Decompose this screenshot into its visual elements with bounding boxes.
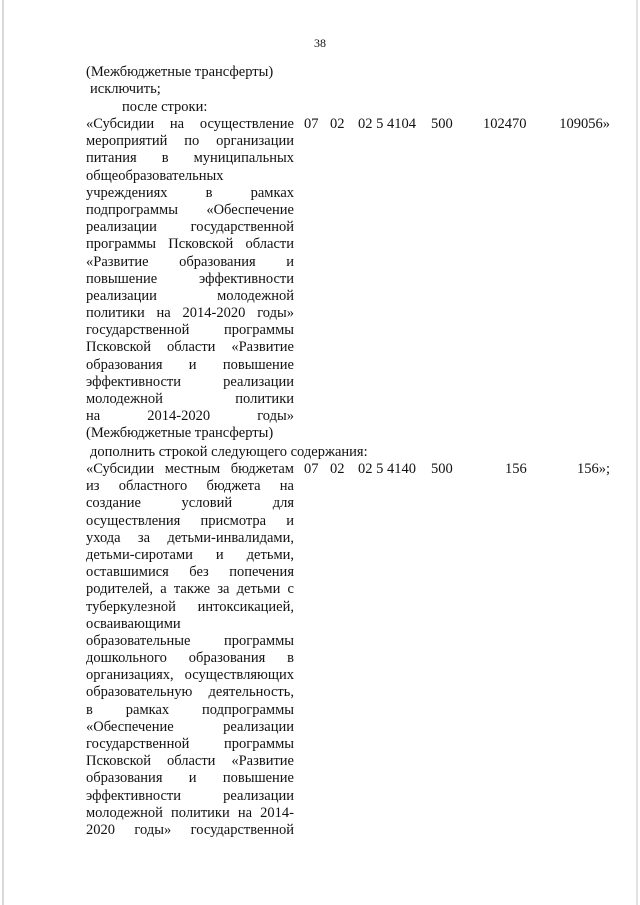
row1-line: питания в муниципальных — [86, 150, 294, 167]
row2-line: «Обеспечение реализации — [86, 718, 294, 735]
row2-line: ухода за детьми-инвалидами, — [86, 529, 294, 546]
row2-line: образования и повышение — [86, 770, 294, 787]
row2-section: 07 — [304, 461, 319, 477]
row1-line: учреждениях в рамках — [86, 184, 294, 201]
row2-line: создание условий для — [86, 495, 294, 512]
row1-line: повышение эффективности — [86, 270, 294, 287]
row2-line: государственной программы — [86, 736, 294, 752]
row2-description — [86, 461, 294, 839]
row1-expense-type: 500 — [431, 116, 453, 132]
row2-target-article: 02 5 4140 — [358, 461, 416, 477]
row1-line: программы Псковской области — [86, 236, 294, 253]
row2-amount-2: 156»; — [576, 461, 610, 477]
row2-line: детьми-сиротами и детьми, — [86, 546, 294, 563]
row1-line: Псковской области «Развитие — [86, 339, 294, 356]
row1-line: мероприятий по организации — [86, 133, 294, 150]
exclude-instruction: исключить; — [90, 81, 161, 97]
row1-description — [86, 116, 294, 443]
row1-line: подпрограммы «Обеспечение — [86, 201, 294, 218]
row2-expense-type: 500 — [431, 461, 453, 477]
row2-line: родителей, а также за детьми с — [86, 581, 294, 598]
row2-line: образовательные программы — [86, 632, 294, 649]
previous-row-caption: (Межбюджетные трансферты) — [86, 64, 274, 80]
row2-line: 2020 годы» государственной — [86, 821, 294, 838]
after-line-instruction: после строки: — [122, 99, 208, 115]
row1-line: реализации государственной — [86, 219, 294, 236]
page-number: 38 — [314, 36, 326, 50]
row2-line: в рамках подпрограммы — [86, 701, 294, 718]
row2-line: из областного бюджета на — [86, 478, 294, 495]
scan-edge-right — [636, 0, 638, 905]
row1-line: «Развитие образования и — [86, 253, 294, 270]
row1-line: государственной программы — [86, 322, 294, 339]
row2-line: «Субсидии местным бюджетам — [86, 461, 294, 477]
row1-target-article: 02 5 4104 — [358, 116, 416, 132]
row1-line: молодежной политики — [86, 391, 294, 407]
row2-line: эффективности реализации — [86, 787, 294, 804]
row2-line: организациях, осуществляющих — [86, 667, 294, 684]
row2-line: оставшимися без попечения — [86, 564, 294, 581]
row1-line: реализации молодежной — [86, 287, 294, 304]
row1-section: 07 — [304, 116, 319, 132]
row1-line: общеобразовательных — [86, 167, 224, 184]
row1-line: «Субсидии на осуществление — [86, 116, 294, 132]
row2-line: образовательную деятельность, — [86, 684, 294, 701]
row1-amount-1: 102470 — [483, 116, 527, 132]
row1-line: на 2014-2020 годы» — [86, 408, 294, 425]
row2-line: дошкольного образования в — [86, 650, 294, 667]
row1-line: образования и повышение — [86, 356, 294, 373]
scan-edge-left — [2, 0, 4, 905]
row2-amount-1: 156 — [505, 461, 527, 477]
row1-line: эффективности реализации — [86, 373, 294, 390]
row1-amount-2: 109056» — [559, 116, 610, 132]
row2-line: туберкулезной интоксикацией, — [86, 598, 294, 615]
row2-subsection: 02 — [330, 461, 345, 477]
row2-line: Псковской области «Развитие — [86, 753, 294, 770]
row1-line: (Межбюджетные трансферты) — [86, 425, 274, 442]
supplement-instruction: дополнить строкой следующего содержания: — [90, 444, 368, 460]
row2-line: осваивающими — [86, 615, 181, 632]
row1-subsection: 02 — [330, 116, 345, 132]
row1-line: политики на 2014-2020 годы» — [86, 305, 294, 322]
row2-line: молодежной политики на 2014- — [86, 804, 294, 821]
row2-line: осуществления присмотра и — [86, 512, 294, 529]
